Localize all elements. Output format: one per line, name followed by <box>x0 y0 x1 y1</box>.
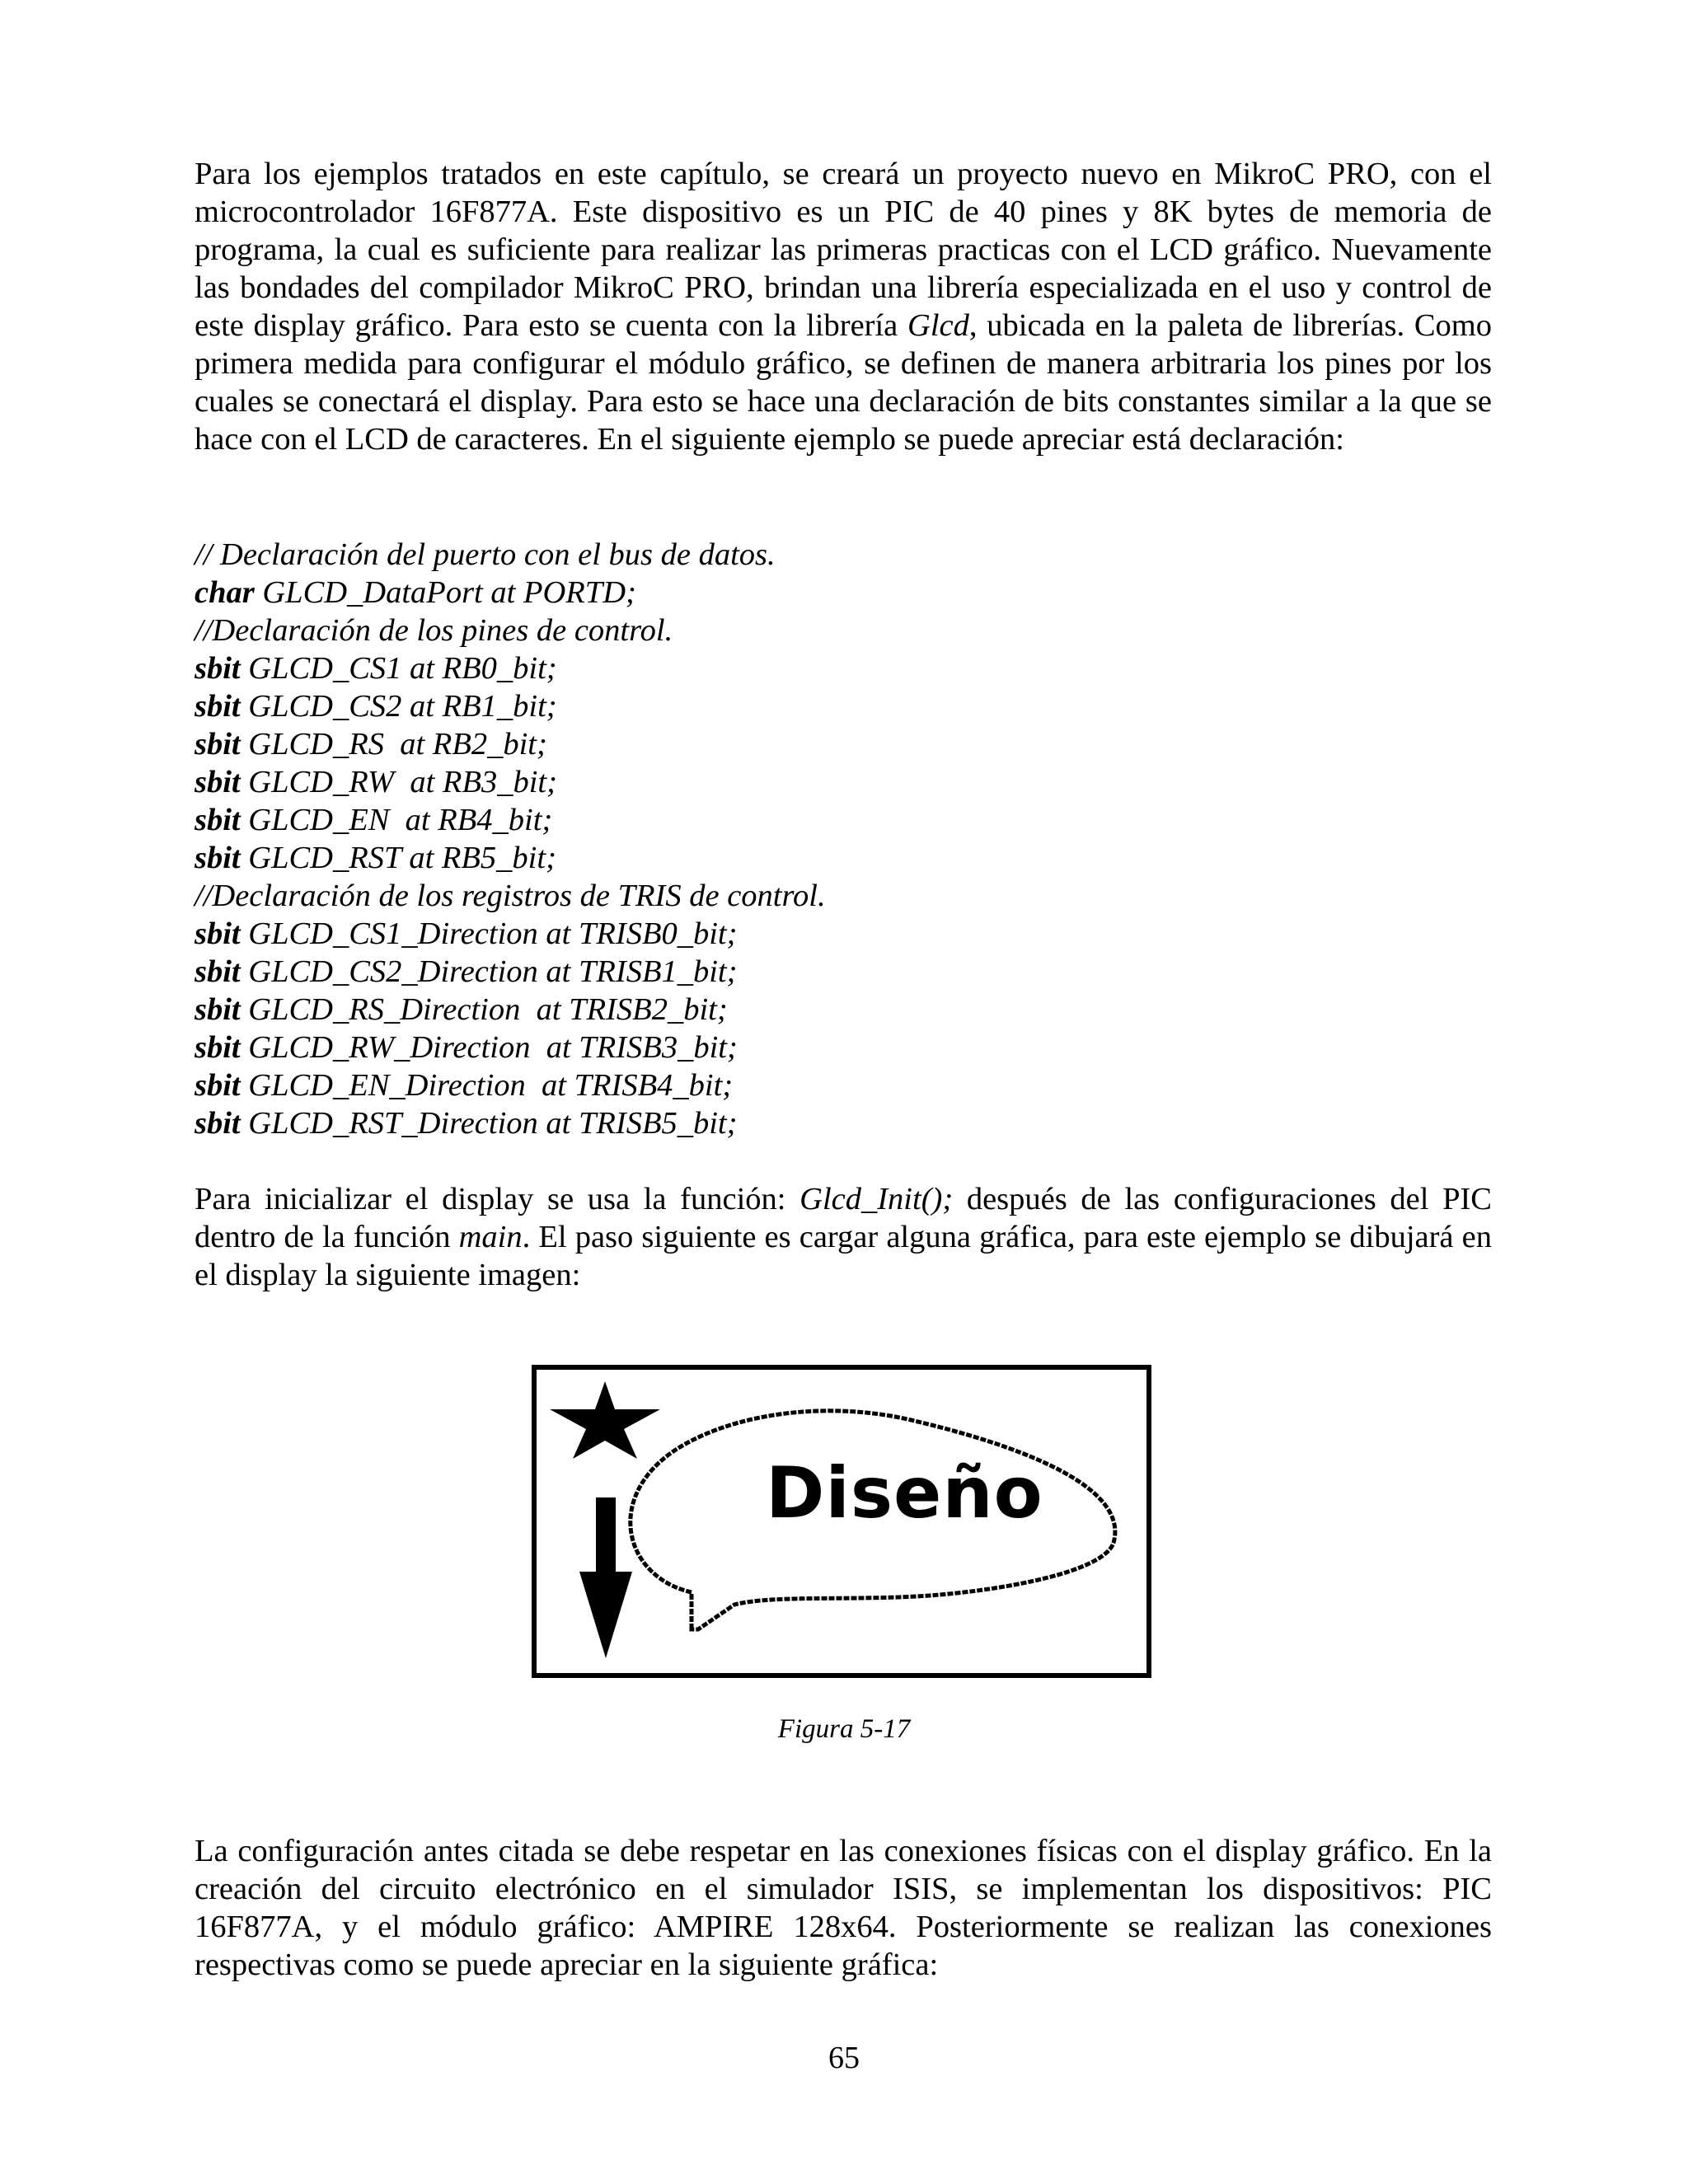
init-text-1: Para inicializar el display se usa la función: <box>195 1182 800 1216</box>
main-function-name: main <box>458 1220 523 1254</box>
down-arrow-icon <box>579 1497 632 1658</box>
code-text: GLCD_EN_Direction at TRISB4_bit; <box>240 1068 734 1103</box>
code-keyword: sbit <box>195 689 241 724</box>
glcd-init-function: Glcd_Init(); <box>799 1182 954 1216</box>
code-text: GLCD_RST at RB5_bit; <box>240 841 556 875</box>
code-keyword: sbit <box>195 1030 241 1065</box>
code-line <box>195 574 1492 612</box>
code-block <box>195 536 1492 1142</box>
code-text: GLCD_RS_Direction at TRISB2_bit; <box>240 992 728 1027</box>
code-line <box>195 725 1492 763</box>
code-keyword: sbit <box>195 1068 241 1103</box>
code-text: //Declaración de los registros de TRIS de control. <box>195 879 826 913</box>
code-keyword: sbit <box>195 803 241 837</box>
code-keyword: sbit <box>195 954 241 989</box>
code-line <box>195 801 1492 839</box>
intro-paragraph <box>195 155 1492 458</box>
code-text: GLCD_RW_Direction at TRISB3_bit; <box>240 1030 738 1065</box>
code-line <box>195 687 1492 725</box>
code-line <box>195 915 1492 953</box>
code-text: GLCD_CS1_Direction at TRISB0_bit; <box>240 916 738 951</box>
code-line <box>195 953 1492 991</box>
init-paragraph <box>195 1180 1492 1294</box>
code-keyword: sbit <box>195 1106 241 1141</box>
code-line <box>195 1029 1492 1066</box>
intro-text-2: , ubicada en la paleta de librerías. Como primera medida para configurar el módulo gráfico, se definen de manera arbitraria los pines por los cuales se conectará el display. Para esto se hace una declaración de bits constantes similar a la que se hace con el LCD de caracteres. En el siguiente ejemplo se puede apreciar está declaración: <box>195 308 1492 457</box>
init-text-3: . El paso siguiente es cargar alguna gráfica, para este ejemplo se dibujará en el display la siguiente imagen: <box>195 1220 1492 1292</box>
code-text: GLCD_CS2 at RB1_bit; <box>240 689 557 724</box>
code-text: //Declaración de los pines de control. <box>195 613 673 648</box>
code-text: GLCD_CS1 at RB0_bit; <box>240 651 557 686</box>
code-keyword: sbit <box>195 651 241 686</box>
page-number: 65 <box>828 2041 860 2075</box>
code-line <box>195 649 1492 687</box>
code-line <box>195 536 1492 574</box>
code-line <box>195 1104 1492 1142</box>
figure-text: Diseño <box>766 1452 1043 1535</box>
code-line <box>195 612 1492 649</box>
figure-caption: Figura 5-17 <box>777 1714 911 1744</box>
code-keyword: sbit <box>195 727 241 762</box>
code-line <box>195 991 1492 1029</box>
code-text: GLCD_RST_Direction at TRISB5_bit; <box>240 1106 738 1141</box>
code-line <box>195 1066 1492 1104</box>
glcd-library-name: Glcd <box>907 308 969 343</box>
glcd-figure <box>532 1365 1151 1678</box>
init-text-2: después de las configuraciones del PIC dentro de la función <box>195 1182 1492 1254</box>
code-line <box>195 763 1492 801</box>
closing-paragraph: La configuración antes citada se debe respetar en las conexiones físicas con el display gráfico. En la creación del circuito electrónico en el simulador ISIS, se implementan los dispositivos: PIC 16F877A, y el módulo gráfico: AMPIRE 128x64. Posteriormente se realizan las conexiones respectivas como se puede apreciar en la siguiente gráfica: <box>195 1834 1492 1982</box>
code-text: GLCD_RS at RB2_bit; <box>240 727 547 762</box>
code-keyword: sbit <box>195 916 241 951</box>
code-text: // Declaración del puerto con el bus de datos. <box>195 537 776 572</box>
code-text: GLCD_EN at RB4_bit; <box>240 803 553 837</box>
code-text: GLCD_RW at RB3_bit; <box>240 765 557 799</box>
code-keyword: sbit <box>195 765 241 799</box>
code-line <box>195 839 1492 877</box>
code-text: GLCD_DataPort at PORTD; <box>254 575 636 610</box>
intro-text-1: Para los ejemplos tratados en este capítulo, se creará un proyecto nuevo en MikroC PRO, con el microcontrolador 16F877A. Este dispositivo es un PIC de 40 pines y 8K bytes de memoria de programa, la cual es suficiente para realizar las primeras practicas con el LCD gráfico. Nuevamente las bondades del compilador MikroC PRO, brindan una librería especializada en el uso y control de este display gráfico. Para esto se cuenta con la librería <box>195 157 1492 343</box>
code-keyword: sbit <box>195 841 241 875</box>
star-icon <box>550 1381 660 1459</box>
code-keyword: sbit <box>195 992 241 1027</box>
code-line <box>195 877 1492 915</box>
code-keyword: char <box>195 575 255 610</box>
code-text: GLCD_CS2_Direction at TRISB1_bit; <box>240 954 738 989</box>
